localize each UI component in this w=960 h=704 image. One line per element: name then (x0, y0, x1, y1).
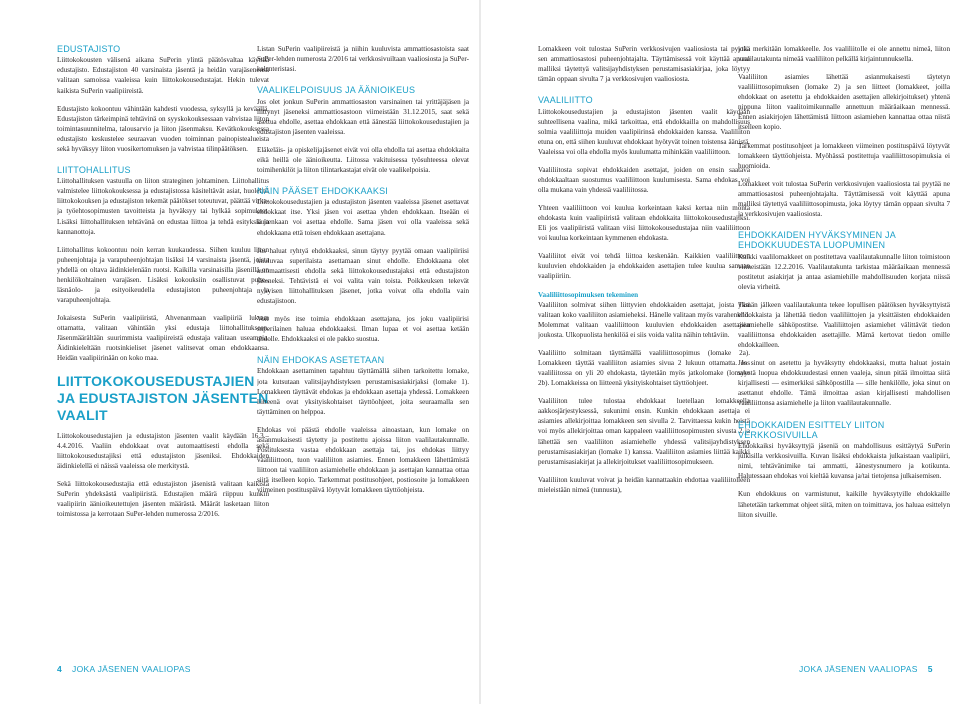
paragraph: Ehdokkaan asettaminen tapahtuu täyttämällä siihen tarkoitettu lomake, jota kutsutaan valitsijayhdistyksen perustamisasiakirjaksi (lomake 1). Lomakkeen täyttävät ehdokas ja ehdokkaan asettaja yhdessä. Lomakkeen liitteenä ovat yksityiskohtaiset täyttöohjeet, joita seuraamalla sen täyttäminen on helppoa. (257, 367, 469, 416)
paragraph: Listan SuPerin vaalipiireistä ja niihin kuuluvista ammattiosastoista saat SuPer-lehden numerosta 2/2016 tai verkkosivuiltaan vaaliosiosta ja SuPer-kalenteristasi. (257, 45, 469, 74)
paragraph: Vaaliliiton kuuluvat voivat ja heidän kannattaakin ehdottaa vaaliliitolleen mieleistään nimeä (tunnusta), (538, 475, 750, 494)
column-3 (538, 44, 750, 648)
paragraph: Voit myös itse toimia ehdokkaan asettajana, jos joku vaalipiirisi superilainen haluaa ehdokkaaksi. Ilman lupaa et voi asettaa ketään ehdolle. Ehdokkaaksi ei ole pakko suostua. (257, 314, 469, 344)
heading-nain-paaset: NÄIN PÄÄSET EHDOKKAAKSI (257, 185, 388, 196)
paragraph: Liittokokousten välisenä aikana SuPerin ylintä päätösvaltaa käyttää edustajisto. Edustajiston 40 varsinaista jäsentä ja heidän varajäsenensä valitaan samoissa vaaleissa kuin liittokokousedustajat. Hekin tulevat kaikista SuPerin vaalipiireistä. (57, 56, 269, 95)
paragraph: Yhteen vaaliliittoon voi kuulua korkeintaan kaksi kertaa niin monta ehdokasta kuin vaalipiiristä valitaan ehdokkaita liittokokousedustajiksi. Eli jos vaalipiiristä valitaan viisi liittokokousedustajaa niin vaaliliittoon voi kuulua korkeintaan kymmenen ehdokasta. (538, 204, 750, 243)
paragraph: Liittokokousedustajien ja edustajiston jäsenten vaaleissa jäsenet asettavat ehdokkaat itse. Yksi jäsen voi asettaa yhden ehdokkaan. Itseään ei kuitenkaan voi asettaa ehdolle. Sama jäsen voi olla vaaleissa sekä ehdokkaana että toisen ehdokkaan asettajana. (257, 198, 469, 237)
footer-right (799, 664, 933, 674)
paragraph: Ehdokkaiksi hyväksyttyjä jäseniä on mahdollisuus esittäytyä SuPerin julkisilla verkkosivuilla. Kuvan lisäksi ehdokkaista julkaistaan vaalipiiri, nimi, tehtävänimike tai ammatti, äänestysnumero ja kotikunta. Halutessaan ehdokas voi kieltää kuvansa ja/tai tietojensa julkaisemisen. (738, 442, 950, 481)
paragraph: Lomakkeen voit tulostaa SuPerin verkkosivujen vaaliosiosta tai pyytää sen ammattiosastosi puheenjohtajalta. Täyttämisessä voit käyttää apuna malliksi täytettyä valitsijayhdistyksen perustamisasiakirjaa, joka löytyy tämän oppaan sivulta 7 ja verkkosivujen vaaliosiosta. (538, 45, 750, 84)
paragraph: Liittohallitus kokoontuu noin kerran kuukaudessa. Siihen kuuluu liiton puheenjohtaja ja varapuheenjohtajan lisäksi 14 varsinaista jäsentä, joista yhdellä on oltava äidinkielenään ruotsi. Kaikilla varsinaisilla jäsenillä on henkilökohtainen varajäsen. Lisäksi kokouksiin osallistuvat puhe-, läsnäolo- ja esityoikeudella edustajiston puheenjohtaja ja varapuheenjohtaja. (57, 245, 269, 304)
paragraph: Lomakkeet voit tulostaa SuPerin verkkosivujen vaaliosiosta tai pyytää ne ammattiosastosi puheenjohtajalta. Täyttämisessä voit käyttää apuna malliksi täytettyä vaaliliittosopimusta, joka löytyy tämän oppaan sivulta 7 ja verkkosivujen vaaliosiosta. (738, 179, 950, 218)
footer-title-left: JOKA JÄSENEN VAALIOPAS (72, 664, 191, 674)
subheading-sopimus: Vaaliliittosopimuksen tekeminen (538, 290, 639, 299)
paragraph: Eläkeläis- ja opiskelijajäsenet eivät voi olla ehdolla tai asettaa ehdokkaita eikä heillä ole äänioikeutta. Liitossa vakituisessa työsuhteessa olevat toimihenkilöt ja liiton tilintarkastajat eivät ole vaalikelpoisia. (257, 145, 469, 174)
paragraph: Edustajisto kokoontuu vähintään kahdesti vuodessa, syksyllä ja keväällä. Edustajiston tärkeimpinä tehtävinä on syyskokouksessaan vahvistaa liiton toimintasuunnitelma, talousarvio ja liiton jäsenmaksu. Kevätkokouksessa edustajisto keskustelee seuraavan vuoden toiminnan painopistealueista sekä hyväksyy liiton vuosikertomuksen ja vahvistaa tilinpäätöksen. (57, 104, 269, 153)
paragraph: Tarkemmat postitusohjeet ja lomakkeen viimeinen postituspäivä löytyvät lomakkeen täyttöohjeista. Myöhässä postitettuja vaaliliittosopimuksia ei huomioida. (738, 141, 950, 170)
paragraph: Vaaliliitto solmitaan täyttämällä vaaliliittosopimus (lomake 2a). Lomakkeen täyttää vaaliliiton asiamies sivua 2 lukuun ottamatta. Jos vaaliliitossa on yli 20 ehdokasta, täytetään myös jatkolomake (lomake 2b). Lomakkeissa on liitteenä yksityiskohtaiset täyttöohjeet. (538, 349, 750, 388)
paragraph: Kun ehdokkuus on varmistunut, kaikille hyväksytyille ehdokkaille lähetetään tarkemmat ohjeet siitä, miten on toimittava, jos haluaa esittelyn liiton sivuille. (738, 490, 950, 519)
column-2 (257, 44, 469, 648)
paragraph: Liittokokousedustajien ja edustajiston jäsenten vaalit käydään suhteellisena vaalina, mikä tarkoittaa, että ehdokkailla on mahdollisuus solmia vaaliliittoja muiden vaalipiirinsä ehdokkaiden kanssa. Vaaliliiton etuna on, että siihen kuuluvat ehdokkaat hyötyvät toinen toistensa äänistä. Vaaleissa voi olla ehdolla myös kuulumatta mihinkään vaaliliittoon. (538, 107, 750, 156)
paragraph: Jos olet jonkun SuPerin ammattiosaston varsinainen tai yrittäjäjäsen ja liittynyt jäseneksi ammattiosastoon viimeistään 31.12.2015, saat sekä asettua ehdolle, asettaa ehdokkaan että äänestää liittokokousedustajien ja edustajiston jäsenten vaaleissa. (257, 97, 469, 136)
paragraph: Tämän jälkeen vaalilautakunta tekee lopullisen päätöksen hyväksyttyistä ehdokkaista ja lähettää tiedon vaaliliittojen ja yksittäisten ehdokkaiden asiamiehelle sähköpostitse. Vaaliliittojen asiamiehet välittävät tiedon vaaliliittonsa ehdokkaiden asettajille. Mämä kertovat tiedon omille ehdokkailleen. (738, 300, 950, 350)
paragraph: Jokaisesta SuPerin vaalipiiristä, Ahvenanmaan vaalipiiriä lukuun ottamatta, valitaan vähintään yksi edustaja liittohallitukseen. Jäsenmäärältään suurimmista vaalipiireistä edustaja valitaan useampia. Äidinkieleltään ruotsinkieliset jäsenet valitsevat oman ehdokkaansa. Heidän vaalipiirinään on koko maa. (57, 314, 269, 363)
paragraph: Vaaliliiton solmivat siihen liittyvien ehdokkaiden asettajat, joista yksi valitaan koko vaaliliiton asiamieheksi. Hänelle valitaan myös varahenkilö. Molemmat valitaan vaaliliittoon kuuluvien ehdokkaiden asettajien joukosta. Ulkopuolista henkilöä ei siis voida valita näihin tehtäviin. (538, 300, 750, 339)
paragraph: Jos sinut on asetettu ja hyväksytty ehdokkaaksi, mutta haluat jostain syystä luopua ehdokkuudestasi ennen vaaleja, sinun pitää ilmoittaa siitä kirjallisesti — esimerkiksi sähköpostilla — sille henkilölle, joka sinut on asettanut ehdolle. Tämä ilmoittaa asian kirjallisesti mahdollisen vaaliliittonsa asiamiehelle ja liiton vaalilautakunnalle. (738, 359, 950, 408)
paragraph: Liittokokousedustajien ja edustajiston jäsenten vaalit käydään 16.3.–4.4.2016. Vaaliin ehdokkaat ovat automaattisesti ehdolla sekä liittokokousedustajiksi että edustajiston jäseniksi. Ehdokkaiden äidinkielellä ei näissä vaaleissa ole merkitystä. (57, 431, 269, 470)
paragraph: Vaaliliitosta sopivat ehdokkaiden asettajat, joiden on ensin saatava ehdokkaaltaan suostumus vaaliliittoon kuulumisesta. Sama ehdokas voi olla mukana vain yhdessä vaaliliitossa. (538, 165, 750, 195)
paragraph: Vaaliliitot eivät voi tehdä liittoa keskenään. Kaikkien vaaliliittoon kuuluvien ehdokkaiden ja ehdokkaiden asettajien tulee kuulua samaan vaalipiiriin. (538, 252, 750, 281)
paragraph: Vaaliliiton tulee tulostaa ehdokkaat luetellaan lomakkeella aakkosjärjestyksessä, sukunimi ensin. Kunkin ehdokkaan asettaja ei asiamies allekirjoittaa lomakkeen sen sivulla 2. Tarvittaessa kukin heistä voi myös allekirjoittaa oman kappaleen vaaliliittosopimusten sivusta 2 ja lähettää sen vaaliliiton asiamiehelle yhdessä valitsijayhdistyksen perustamisasiakirjan (lomake 1) kanssa. Vaaliliiton asiamies liittää kaikki perustamisasiakirjat ja allekirjoitukset vaaliliittosopimukseen. (538, 397, 750, 466)
column-4 (738, 44, 950, 648)
footer-title-right: JOKA JÄSENEN VAALIOPAS (799, 664, 918, 674)
paragraph: Kaikki vaalilomakkeet on postitettava vaalilautakunnalle liiton toimistoon viimeistään 12.2.2016. Vaalilautakunta tarkistaa määräaikaan mennessä postitetut asiakirjat ja antaa asiamiehille mahdollisuuden korjata niissä olevia virheitä. (738, 252, 950, 291)
heading-liittohallitus: LIITTOHALLITUS (57, 164, 131, 175)
page-number-left: 4 (57, 664, 63, 674)
heading-esittely: EHDOKKAIDEN ESITTELY LIITON VERKKOSIVUILLA (738, 419, 885, 440)
paragraph: Liittohallituksen vastuulla on liiton strateginen johtaminen. Liittohallitus valmistelee liittokokouksessa ja edustajistossa käsiteltävät asiat, huolehtii liittokokouksen ja edustajiston tekemät päätökset toteutuvat, päättää virka- ja työehtosopimusten tavoitteista ja hyväksyy tai hylkää sopimukset. Lisäksi liittohallituksen tehtävänä on edustaa liittoa ja tehdä esityksiä ja kannanottoja. (57, 177, 269, 236)
paragraph: joka merkitään lomakkeelle. Jos vaaliliitolle ei ole annettu nimeä, liiton vaalilautakunta nimeää vaaliliiton pelkällä kirjaintunnuksella. (738, 45, 950, 64)
page-number-right: 5 (927, 664, 933, 674)
paragraph: Vaaliliiton asiamies lähettää asianmukaisesti täytetyn vaaliliittosopimuksen (lomake 2) ja sen liitteet (lomakkeet, joilla ehdokkaat on asetettu ja ehdokkaiden asettajien allekirjoitukset) yhtenä nippuna liiton vaalitoimikunnalle annettuun määräaikaan mennessä. Ennen asiakirjojen lähettämistä liittoon asiamiehen kannattaa ottaa niistä itselleen kopio. (738, 73, 950, 132)
section-title: LIITTOKOKOUSEDUSTAJIEN JA EDUSTAJISTON JÄSENTEN VAALIT (57, 373, 269, 423)
heading-ehdokas-asetetaan: NÄIN EHDOKAS ASETETAAN (257, 355, 385, 366)
heading-hyvaksyminen: EHDOKKAIDEN HYVÄKSYMINEN JA EHDOKKUUDESTA LUOPUMINEN (738, 229, 896, 251)
paragraph: Jos haluat ryhtyä ehdokkaaksi, sinun täytyy pyytää omaan vaalipiiriisi kuuluvaa superilaista asettamaan sinut ehdolle. Ehdokkaana olet automaattisesti ehdolla sekä liittokokousedustajaksi että edustajiston jäseneksi. Tehtävistä ei voi valita vain toista. Poikkeuksen tekevät nykyisen liittohallituksen jäsenet, jotka voivat olla ehdolla vain edustajistoon. (257, 246, 469, 305)
column-1 (57, 44, 269, 648)
heading-vaalikelpoisuus: VAALIKELPOISUUS JA ÄÄNIOIKEUS (257, 85, 416, 96)
paragraph: Ehdokas voi päästä ehdolle vaaleissa ainoastaan, kun lomake on asianmukaisesti täytetty ja postitettu ajoissa liiton vaalilautakunnalle. Postituksesta vastaa ehdokkaan asettaja tai, jos ehdokas liittyy vaaliliittoon, tuon vaaliliiton asiamies. Ennen lomakkeen lähettämistä liittoon tai vaaliliiton asiamiehelle ehdokkaan ja asettajan kannattaa ottaa siitä itselleen kopio. Tarkemmat postitusohjeet, postiosoite ja lomakkeen viimeinen postituspäivä löytyvät lomakkeen täyttöohjeista. (257, 425, 469, 495)
footer-left (57, 664, 191, 674)
paragraph: Sekä liittokokousedustajia että edustajiston jäsenistä valitaan kaikista SuPerin yhdeksästä vaalipiiristä. Edustajien määrä riippuu kunkin vaalipiirin äänioikeutettujen jäsenten määrästä. Määrät lasketaan liiton toimistossa ja kerrotaan SuPer-lehden numerossa 2/2016. (57, 479, 269, 519)
heading-edustajisto: EDUSTAJISTO (57, 44, 121, 54)
heading-vaaliliitto: VAALILIITTO (538, 95, 593, 106)
